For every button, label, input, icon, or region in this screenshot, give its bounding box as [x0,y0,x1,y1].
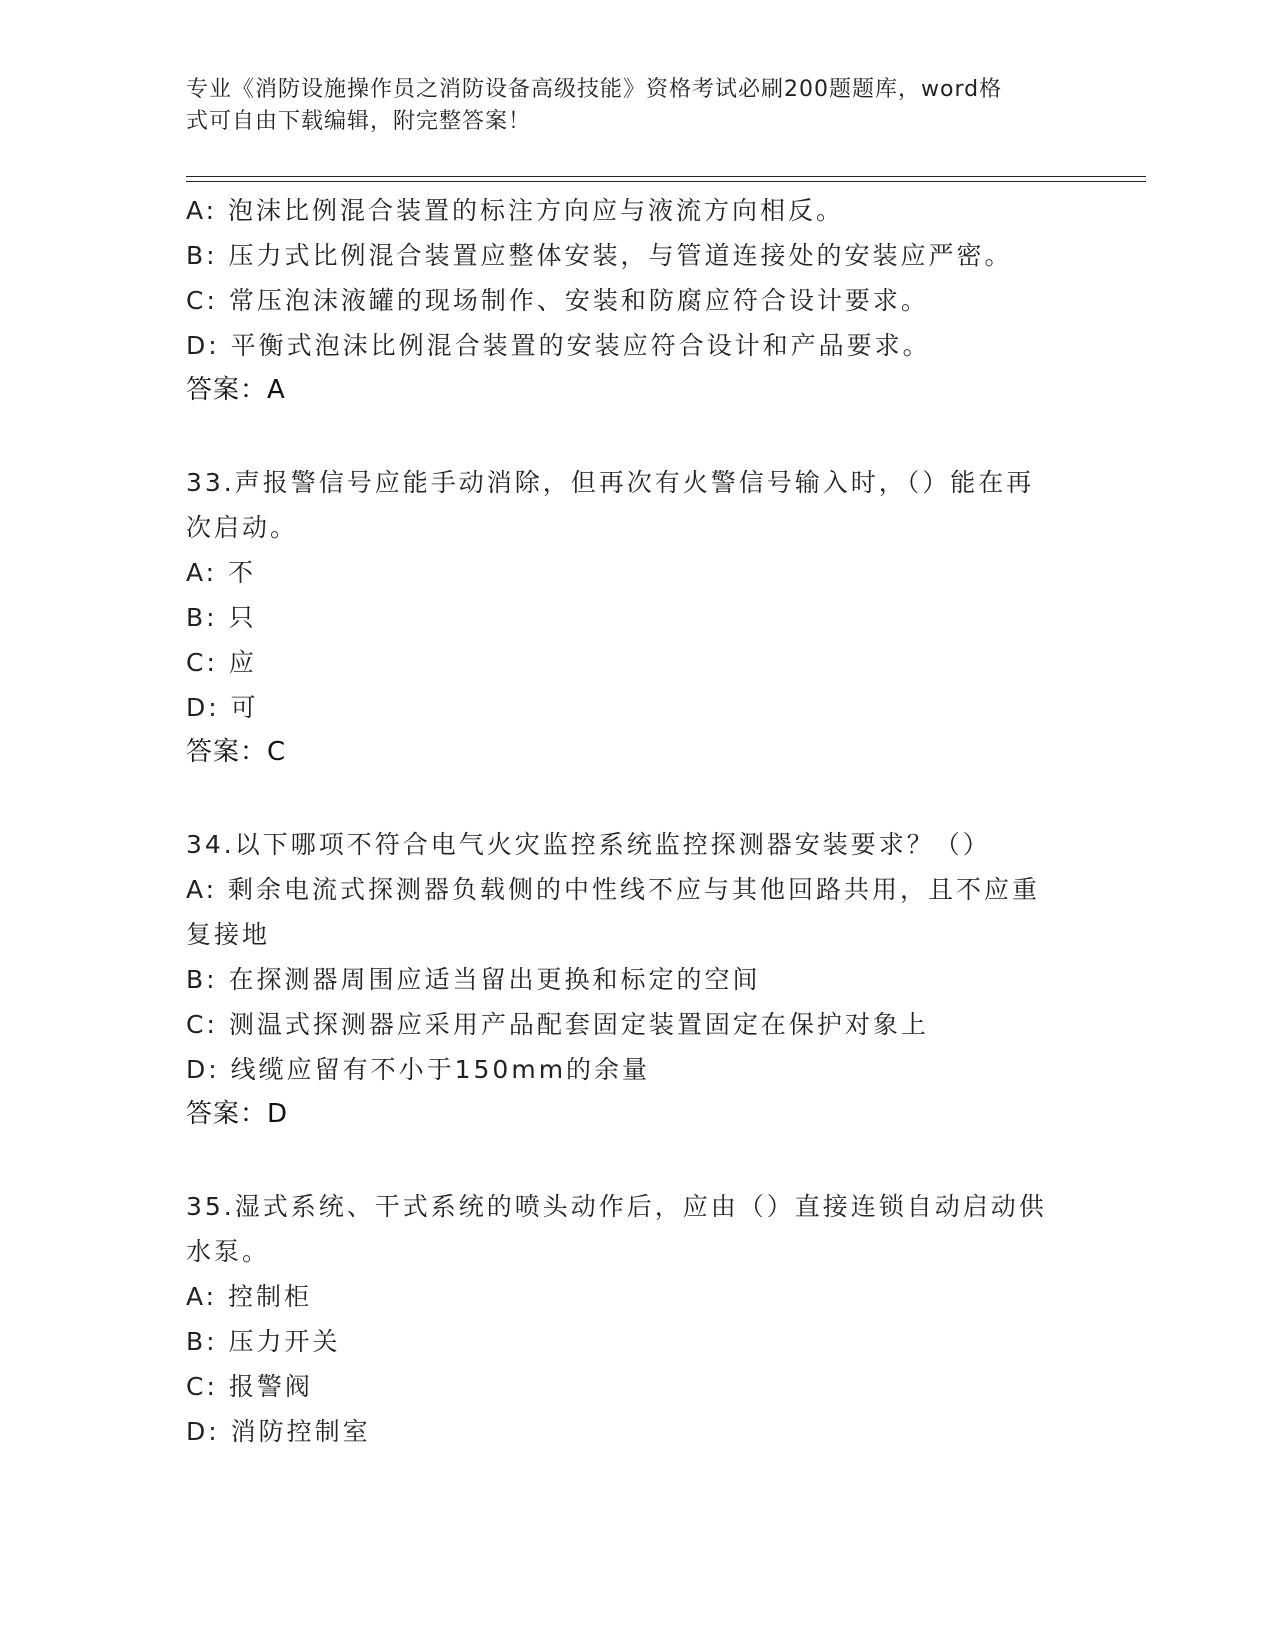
q32-option-c: C: 常压泡沫液罐的现场制作、安装和防腐应符合设计要求。 [186,286,929,315]
q33-option-d: D: 可 [186,693,259,722]
q34-question-line-1: 34.以下哪项不符合电气火灾监控系统监控探测器安装要求？（） [186,830,991,859]
spacer [186,775,1066,822]
question-content [186,188,1066,1454]
header-line-1: 专业《消防设施操作员之消防设备高级技能》资格考试必刷200题题库，word格 [186,77,1003,102]
q35-option-d: D: 消防控制室 [186,1417,371,1446]
question-35-block [186,1184,1066,1454]
q34-option-b: B: 在探测器周围应适当留出更换和标定的空间 [186,965,761,994]
q35-question-line-2: 水泵。 [186,1237,271,1266]
q33-question-line-1: 33.声报警信号应能手动消除，但再次有火警信号输入时，（）能在再 [186,468,1035,497]
q34-option-a-line-2: 复接地 [186,920,271,949]
q32-option-d: D: 平衡式泡沫比例混合装置的安装应符合设计和产品要求。 [186,331,931,360]
spacer [186,1137,1066,1184]
spacer [186,413,1066,460]
q32-option-a: A: 泡沫比例混合装置的标注方向应与液流方向相反。 [186,196,845,225]
q34-option-a-line-1: A: 剩余电流式探测器负载侧的中性线不应与其他回路共用，且不应重 [186,875,1041,904]
q33-question-line-2: 次启动。 [186,513,299,542]
q34-option-d: D: 线缆应留有不小于150mm的余量 [186,1055,651,1084]
q32-answer: 答案：A [186,375,286,405]
q33-option-a: A: 不 [186,558,257,587]
q32-option-b: B: 压力式比例混合装置应整体安装，与管道连接处的安装应严密。 [186,241,1013,270]
q35-option-a: A: 控制柜 [186,1282,313,1311]
question-34-block [186,822,1066,1137]
q35-option-b: B: 压力开关 [186,1327,341,1356]
q34-answer: 答案：D [186,1099,289,1129]
question-32-block [186,188,1066,413]
header-line-2: 式可自由下载编辑，附完整答案！ [186,109,532,134]
question-33-block [186,460,1066,775]
q35-option-c: C: 报警阀 [186,1372,313,1401]
q35-question-line-1: 35.湿式系统、干式系统的喷头动作后，应由（）直接连锁自动启动供 [186,1192,1047,1221]
header-divider-bottom [186,181,1146,182]
q34-option-c: C: 测温式探测器应采用产品配套固定装置固定在保护对象上 [186,1010,929,1039]
q33-option-b: B: 只 [186,603,257,632]
header-divider-top [186,176,1146,177]
q33-option-c: C: 应 [186,648,257,677]
document-header [186,74,1066,138]
q33-answer: 答案：C [186,737,287,767]
